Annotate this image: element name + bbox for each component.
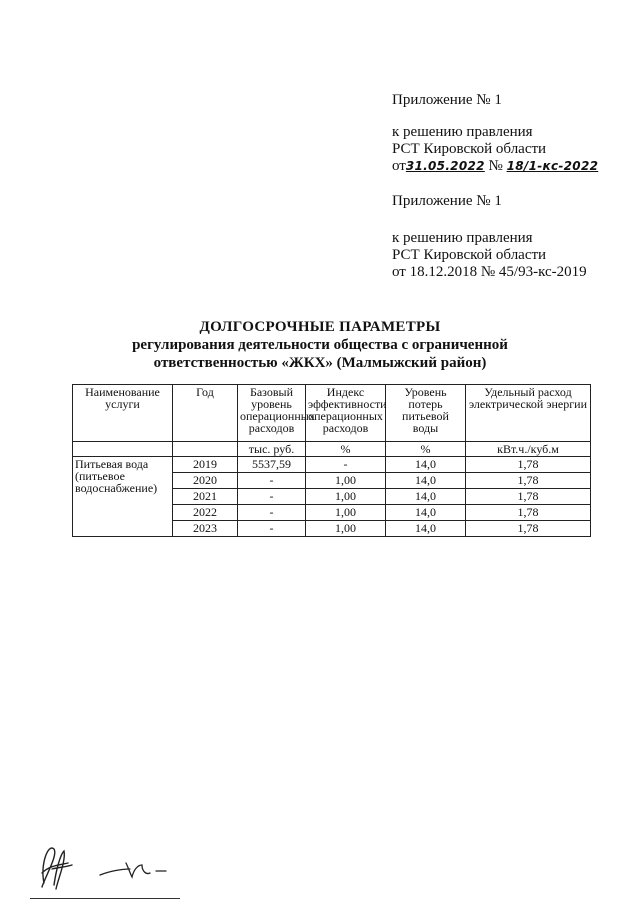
year-cell: 2023 (173, 521, 238, 537)
energy-cell: 1,78 (466, 489, 591, 505)
title-line-2: регулирования деятельности общества с ограниченной (132, 337, 508, 353)
energy-cell: 1,78 (466, 473, 591, 489)
signature-drawing (30, 835, 190, 895)
handwritten-signature-icon (30, 835, 190, 900)
decision-label: к решению правления (392, 230, 533, 246)
handwritten-date: 31.05.2022 (405, 159, 485, 173)
header-water-loss: Уровень потерь питьевой воды (386, 385, 466, 442)
index-cell: 1,00 (306, 521, 386, 537)
index-cell: - (306, 457, 386, 473)
authority-label: РСТ Кировской области (392, 141, 547, 157)
energy-cell: 1,78 (466, 505, 591, 521)
decision-date-line: от31.05.2022 № 18/1-кс-2022 (392, 158, 599, 174)
service-name-cell: Питьевая вода (питьевое водоснабжение) (73, 457, 173, 537)
appendix-label: Приложение № 1 (392, 92, 502, 108)
document-title (0, 318, 640, 372)
unit-cell (73, 442, 173, 457)
header-energy-consumption: Удельный расход электрической энергии (466, 385, 591, 442)
loss-cell: 14,0 (386, 473, 466, 489)
table-header-row (73, 385, 591, 442)
authority-label: РСТ Кировской области (392, 247, 547, 263)
decision-ref-line: от 18.12.2018 № 45/93-кс-2019 (392, 264, 587, 280)
index-cell: 1,00 (306, 505, 386, 521)
signature-underline (30, 898, 180, 899)
unit-cell: % (306, 442, 386, 457)
base-cell: 5537,59 (238, 457, 306, 473)
header-service: Наименование услуги (73, 385, 173, 442)
base-cell: - (238, 473, 306, 489)
base-cell: - (238, 521, 306, 537)
index-cell: 1,00 (306, 489, 386, 505)
appendix-label: Приложение № 1 (392, 193, 502, 209)
header-year: Год (173, 385, 238, 442)
appendix-header-2 (392, 193, 502, 210)
decision-reference-1 (392, 124, 598, 175)
table-row (73, 457, 591, 473)
energy-cell: 1,78 (466, 457, 591, 473)
loss-cell: 14,0 (386, 457, 466, 473)
index-cell: 1,00 (306, 473, 386, 489)
loss-cell: 14,0 (386, 489, 466, 505)
decision-reference-2 (392, 230, 587, 281)
year-cell: 2019 (173, 457, 238, 473)
unit-cell: тыс. руб. (238, 442, 306, 457)
year-cell: 2020 (173, 473, 238, 489)
loss-cell: 14,0 (386, 521, 466, 537)
title-line-3: ответственностью «ЖКХ» (Малмыжский район) (153, 355, 487, 371)
base-cell: - (238, 505, 306, 521)
base-cell: - (238, 489, 306, 505)
parameters-table (72, 384, 591, 537)
header-efficiency-index: Индекс эффективности операционных расходов (306, 385, 386, 442)
loss-cell: 14,0 (386, 505, 466, 521)
unit-cell: % (386, 442, 466, 457)
handwritten-number: 18/1-кс-2022 (506, 159, 599, 173)
decision-label: к решению правления (392, 124, 533, 140)
energy-cell: 1,78 (466, 521, 591, 537)
year-cell: 2022 (173, 505, 238, 521)
header-base-costs: Базовый уровень операционных расходов (238, 385, 306, 442)
title-line-1: ДОЛГОСРОЧНЫЕ ПАРАМЕТРЫ (199, 319, 441, 335)
year-cell: 2021 (173, 489, 238, 505)
appendix-header-1 (392, 92, 502, 109)
unit-cell: кВт.ч./куб.м (466, 442, 591, 457)
table-units-row (73, 442, 591, 457)
unit-cell (173, 442, 238, 457)
